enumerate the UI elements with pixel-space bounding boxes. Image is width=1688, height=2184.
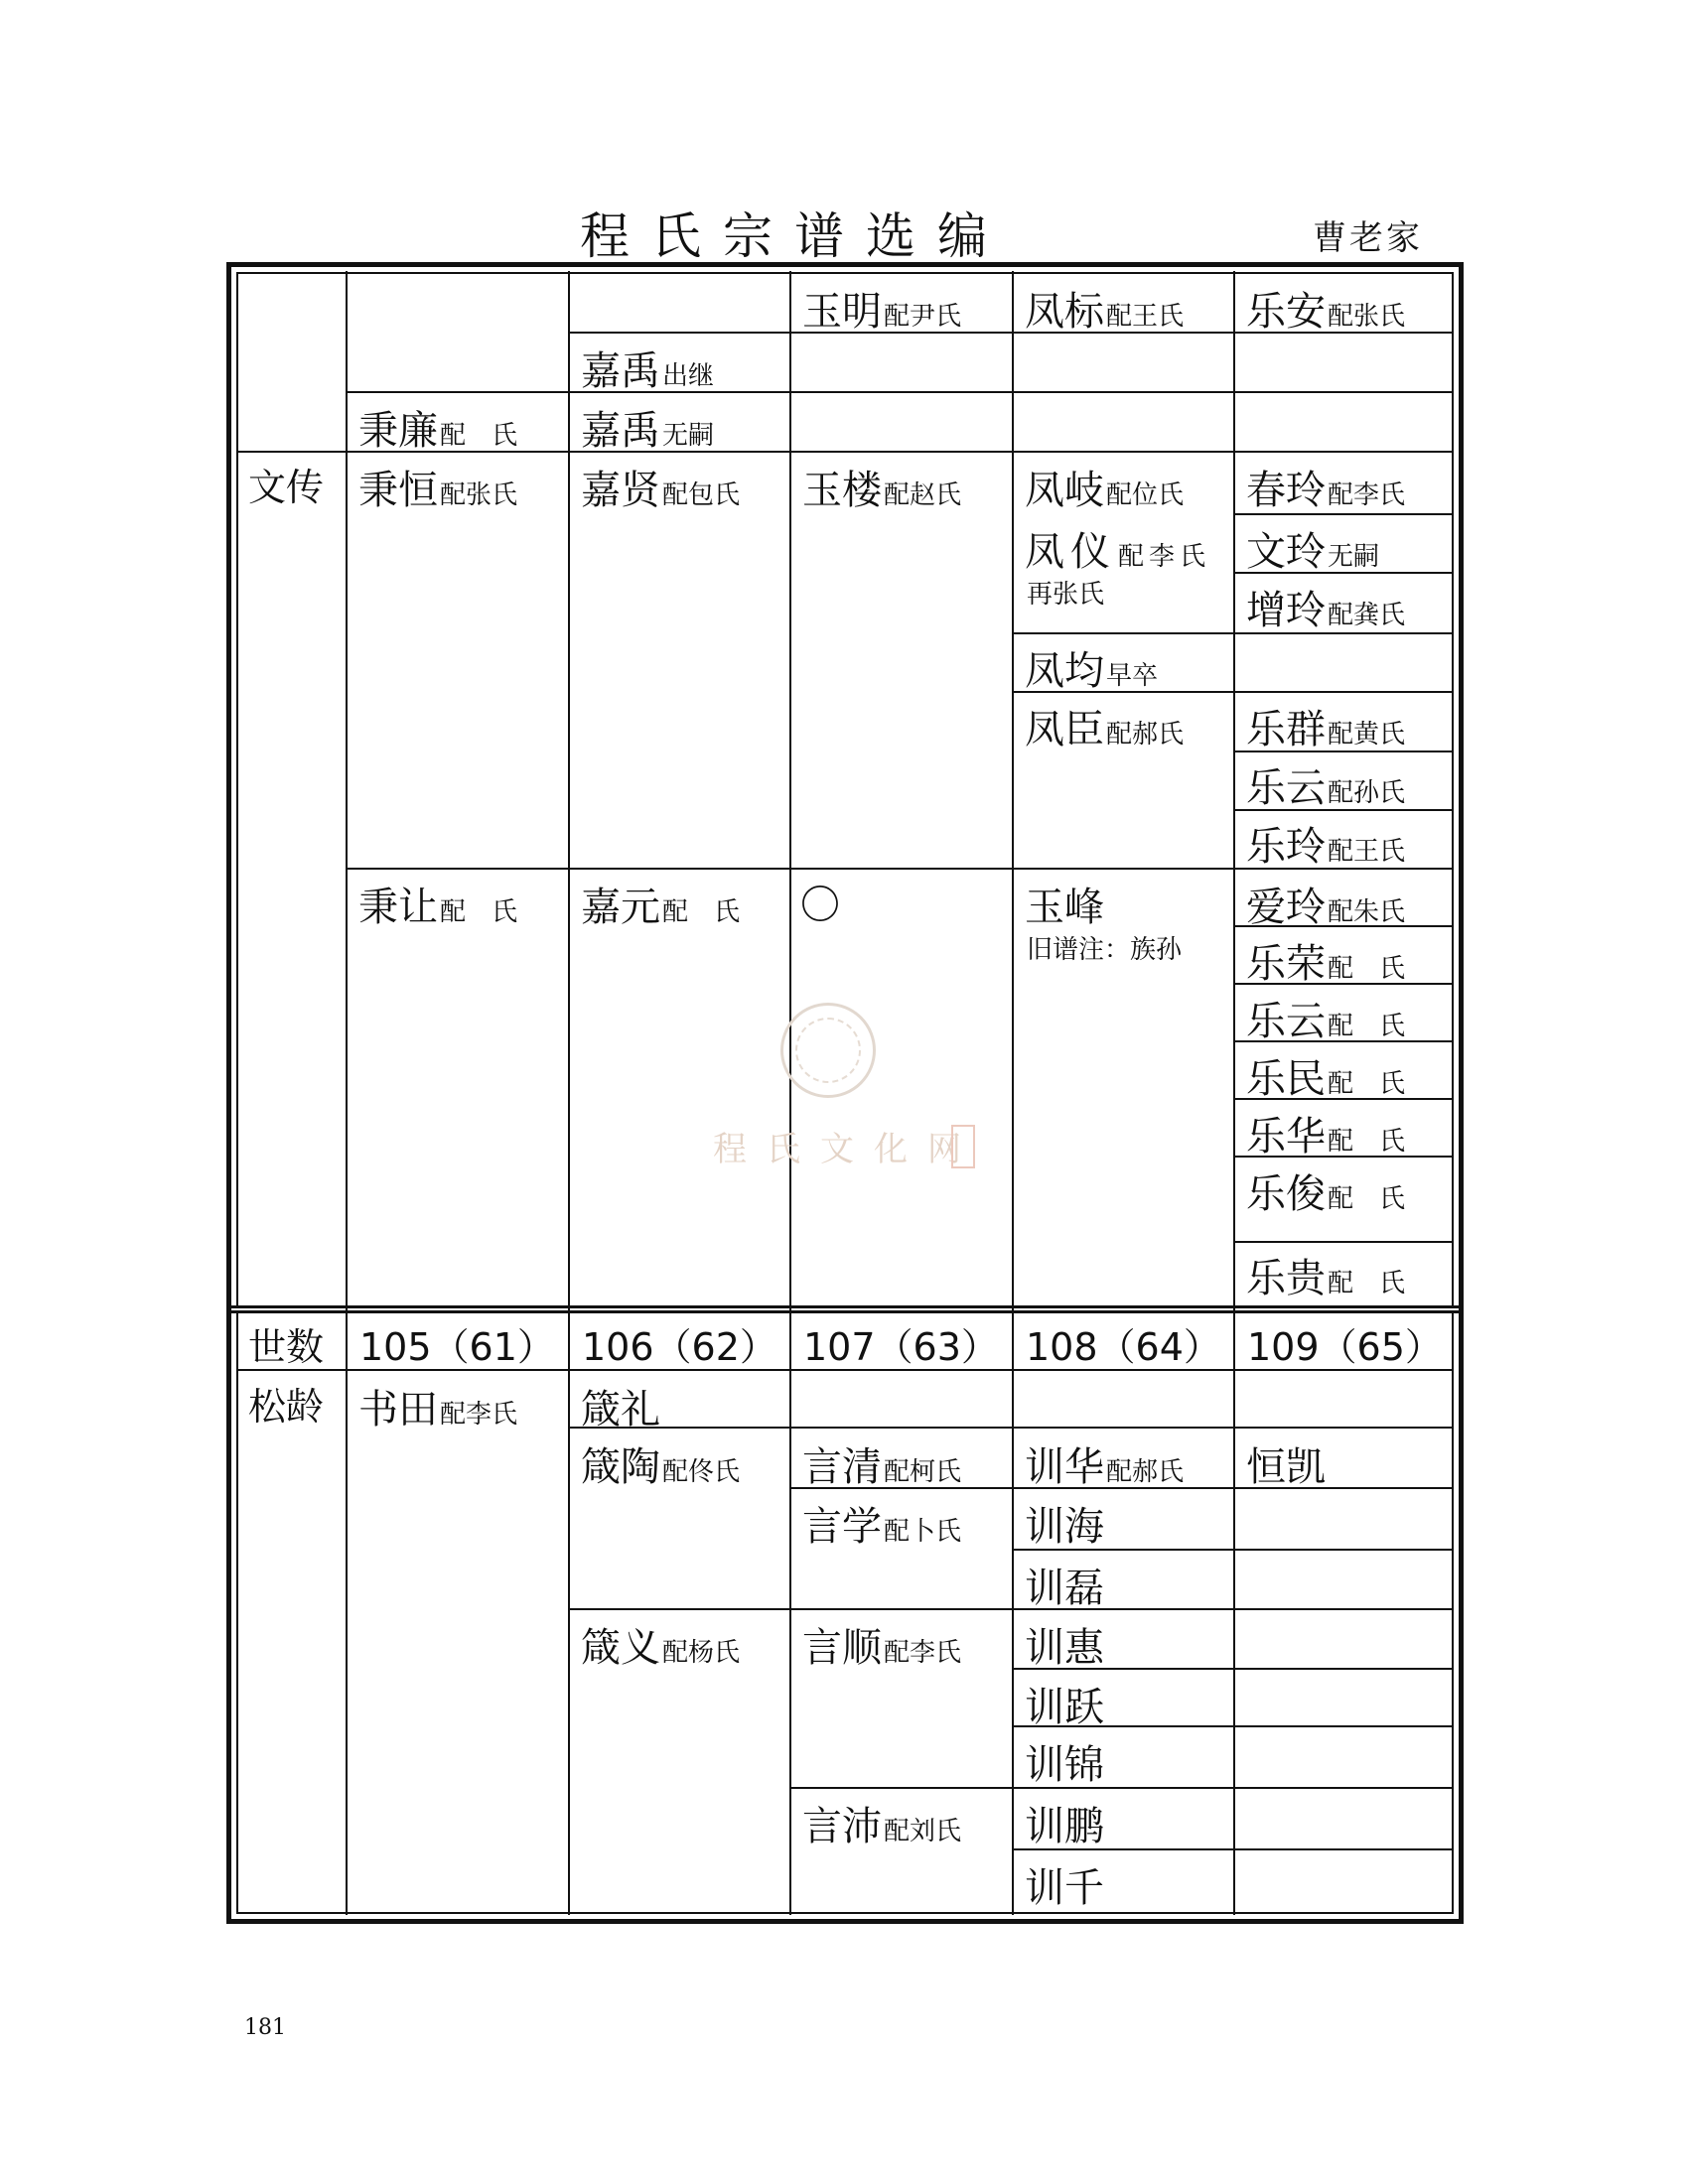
entry-note: 配朱氏 bbox=[1328, 897, 1406, 927]
entry-note: 配龚氏 bbox=[1328, 601, 1406, 630]
generation-header-108: 108（64） bbox=[1026, 1325, 1221, 1369]
entry-note: 配 氏 bbox=[1328, 1127, 1406, 1157]
entry-hengkai: 恒凯 bbox=[1246, 1444, 1326, 1490]
row-line bbox=[568, 1608, 1452, 1610]
entry-name: 文玲 bbox=[1246, 529, 1326, 575]
row-line bbox=[789, 1787, 1452, 1789]
entry-note: 配位氏 bbox=[1106, 480, 1185, 510]
entry-note: 配 氏 bbox=[1328, 1012, 1406, 1041]
page-title: 程氏宗谱选编 bbox=[580, 207, 1009, 265]
unknown-circle-mark: 〇 bbox=[800, 883, 840, 928]
entry-name: 凤岐 bbox=[1025, 468, 1104, 513]
entry-zhentao bbox=[581, 1435, 740, 1492]
entry-name: 玉明 bbox=[802, 289, 882, 335]
generation-header-107: 107（63） bbox=[803, 1325, 999, 1369]
entry-name: 增玲 bbox=[1246, 588, 1326, 633]
entry-yanqing bbox=[802, 1435, 961, 1492]
entry-note: 配张氏 bbox=[1328, 302, 1406, 332]
entry-leyun-2 bbox=[1246, 990, 1405, 1046]
entry-name: 秉恒 bbox=[358, 468, 438, 513]
entry-note: 配张氏 bbox=[440, 480, 518, 510]
entry-note: 配 氏 bbox=[440, 421, 518, 451]
entry-yufeng: 玉峰 bbox=[1025, 885, 1104, 930]
entry-name: 乐俊 bbox=[1246, 1171, 1326, 1217]
entry-binglian bbox=[358, 399, 517, 456]
entry-note: 配柯氏 bbox=[884, 1457, 962, 1487]
branch-name: 曹老家 bbox=[1313, 218, 1423, 258]
generation-label: 世数 bbox=[248, 1325, 325, 1369]
generation-header-109: 109（65） bbox=[1247, 1325, 1443, 1369]
entry-note: 无嗣 bbox=[662, 421, 715, 451]
entry-xunhua bbox=[1025, 1435, 1184, 1492]
entry-note: 配郝氏 bbox=[1106, 1457, 1185, 1487]
entry-note: 配佟氏 bbox=[662, 1457, 741, 1487]
entry-fengyi bbox=[1025, 520, 1210, 577]
generation-header-105: 105（61） bbox=[359, 1325, 555, 1369]
entry-jiayu-adopted-out bbox=[581, 340, 714, 396]
entry-name: 凤臣 bbox=[1025, 707, 1104, 752]
entry-lemin bbox=[1246, 1047, 1405, 1104]
entry-name: 训华 bbox=[1025, 1444, 1104, 1490]
entry-note: 配 氏 bbox=[1328, 1184, 1406, 1214]
entry-lequn bbox=[1246, 698, 1405, 754]
generation-header-106: 106（62） bbox=[582, 1325, 777, 1369]
watermark-stamp-icon bbox=[951, 1125, 975, 1168]
entry-note: 配刘氏 bbox=[884, 1817, 962, 1846]
entry-yanxue bbox=[802, 1495, 961, 1552]
entry-fengqi bbox=[1025, 459, 1184, 515]
entry-note: 配王氏 bbox=[1328, 837, 1406, 867]
group-label-wenchuan: 文传 bbox=[248, 466, 325, 509]
row-line bbox=[568, 1427, 1452, 1429]
column-line bbox=[789, 271, 791, 1915]
section-separator bbox=[231, 1305, 1459, 1313]
entry-zhenyi bbox=[581, 1616, 740, 1673]
entry-note: 早卒 bbox=[1106, 661, 1159, 691]
entry-name: 言清 bbox=[802, 1444, 882, 1490]
entry-note: 配尹氏 bbox=[884, 302, 962, 332]
entry-name: 箴义 bbox=[581, 1625, 660, 1671]
row-line bbox=[1233, 1241, 1452, 1243]
row-line bbox=[346, 391, 1452, 393]
entry-xunqian: 训千 bbox=[1025, 1865, 1104, 1911]
entry-yuming bbox=[802, 280, 961, 337]
entry-name: 乐云 bbox=[1246, 765, 1326, 811]
entry-fengbiao bbox=[1025, 280, 1184, 337]
entry-jiayuan bbox=[581, 876, 740, 932]
entry-note: 配李氏 bbox=[440, 1400, 518, 1430]
entry-name: 嘉贤 bbox=[581, 468, 660, 513]
watermark-seal-icon bbox=[780, 1003, 876, 1098]
entry-note: 配卜氏 bbox=[884, 1517, 962, 1547]
entry-name: 乐民 bbox=[1246, 1056, 1326, 1102]
entry-note: 配 氏 bbox=[1328, 1069, 1406, 1099]
entry-name: 书田 bbox=[358, 1387, 438, 1433]
entry-lehua bbox=[1246, 1105, 1405, 1161]
entry-note: 配郝氏 bbox=[1106, 720, 1185, 750]
entry-xunlei: 训磊 bbox=[1025, 1566, 1104, 1611]
entry-xunjin: 训锦 bbox=[1025, 1742, 1104, 1788]
entry-name: 凤均 bbox=[1025, 648, 1104, 694]
entry-name: 乐华 bbox=[1246, 1114, 1326, 1160]
entry-zhenli: 箴礼 bbox=[581, 1387, 660, 1433]
entry-name: 凤仪 bbox=[1025, 529, 1116, 575]
entry-note: 配李氏 bbox=[1118, 542, 1211, 572]
column-line bbox=[346, 271, 348, 1915]
entry-note: 配黄氏 bbox=[1328, 720, 1406, 750]
entry-shutian bbox=[358, 1378, 517, 1434]
entry-name: 玉楼 bbox=[802, 468, 882, 513]
entry-name: 乐荣 bbox=[1246, 941, 1326, 987]
entry-note: 配李氏 bbox=[884, 1638, 962, 1668]
entry-ailing bbox=[1246, 876, 1405, 932]
entry-name: 言学 bbox=[802, 1504, 882, 1550]
entry-name: 乐群 bbox=[1246, 707, 1326, 752]
entry-note: 出继 bbox=[662, 361, 715, 391]
entry-note: 配 氏 bbox=[440, 897, 518, 927]
entry-fengjun bbox=[1025, 639, 1158, 696]
entry-note: 无嗣 bbox=[1328, 542, 1380, 572]
entry-name: 凤标 bbox=[1025, 289, 1104, 335]
entry-xunhui: 训惠 bbox=[1025, 1625, 1104, 1671]
entry-name: 乐云 bbox=[1246, 999, 1326, 1044]
entry-note: 配李氏 bbox=[1328, 480, 1406, 510]
entry-name: 秉让 bbox=[358, 885, 438, 930]
entry-legui bbox=[1246, 1247, 1405, 1303]
entry-name: 言沛 bbox=[802, 1804, 882, 1849]
entry-name: 嘉元 bbox=[581, 885, 660, 930]
entry-name: 春玲 bbox=[1246, 468, 1326, 513]
entry-leling bbox=[1246, 815, 1405, 872]
entry-bingheng bbox=[358, 459, 517, 515]
entry-yanpei bbox=[802, 1795, 961, 1851]
entry-name: 言顺 bbox=[802, 1625, 882, 1671]
entry-fengchen bbox=[1025, 698, 1184, 754]
entry-note: 配王氏 bbox=[1106, 302, 1185, 332]
entry-wenling bbox=[1246, 520, 1379, 577]
entry-yufeng-note: 旧谱注：族孙 bbox=[1027, 935, 1183, 965]
entry-chunling bbox=[1246, 459, 1405, 515]
entry-name: 箴陶 bbox=[581, 1444, 660, 1490]
entry-xunpeng: 训鹏 bbox=[1025, 1804, 1104, 1849]
entry-yulou bbox=[802, 459, 961, 515]
entry-name: 秉廉 bbox=[358, 408, 438, 454]
entry-fengyi-second-wife: 再张氏 bbox=[1027, 580, 1105, 610]
entry-note: 配孙氏 bbox=[1328, 778, 1406, 808]
entry-leyun bbox=[1246, 756, 1405, 813]
entry-note: 配赵氏 bbox=[884, 480, 962, 510]
entry-name: 嘉禹 bbox=[581, 348, 660, 394]
entry-name: 乐玲 bbox=[1246, 824, 1326, 870]
column-line bbox=[568, 271, 570, 1915]
entry-lejun bbox=[1246, 1162, 1405, 1219]
entry-zengling bbox=[1246, 579, 1405, 635]
entry-name: 爱玲 bbox=[1246, 885, 1326, 930]
watermark-text: 程氏文化网 bbox=[713, 1130, 981, 1169]
entry-name: 嘉禹 bbox=[581, 408, 660, 454]
entry-note: 配 氏 bbox=[1328, 1269, 1406, 1298]
entry-note: 配 氏 bbox=[662, 897, 741, 927]
entry-lean bbox=[1246, 280, 1405, 337]
entry-note: 配 氏 bbox=[1328, 954, 1406, 984]
entry-xunyue: 训跃 bbox=[1025, 1685, 1104, 1730]
entry-note: 配杨氏 bbox=[662, 1638, 741, 1668]
entry-xunhai: 训海 bbox=[1025, 1504, 1104, 1550]
entry-bingrang bbox=[358, 876, 517, 932]
entry-name: 乐贵 bbox=[1246, 1256, 1326, 1301]
page-number: 181 bbox=[244, 2015, 286, 2040]
entry-yanshun bbox=[802, 1616, 961, 1673]
group-label-songling: 松龄 bbox=[248, 1385, 325, 1429]
entry-lerong bbox=[1246, 932, 1405, 989]
entry-jiaxian bbox=[581, 459, 740, 515]
entry-jiayu-no-heir bbox=[581, 399, 714, 456]
entry-name: 乐安 bbox=[1246, 289, 1326, 335]
entry-note: 配包氏 bbox=[662, 480, 741, 510]
